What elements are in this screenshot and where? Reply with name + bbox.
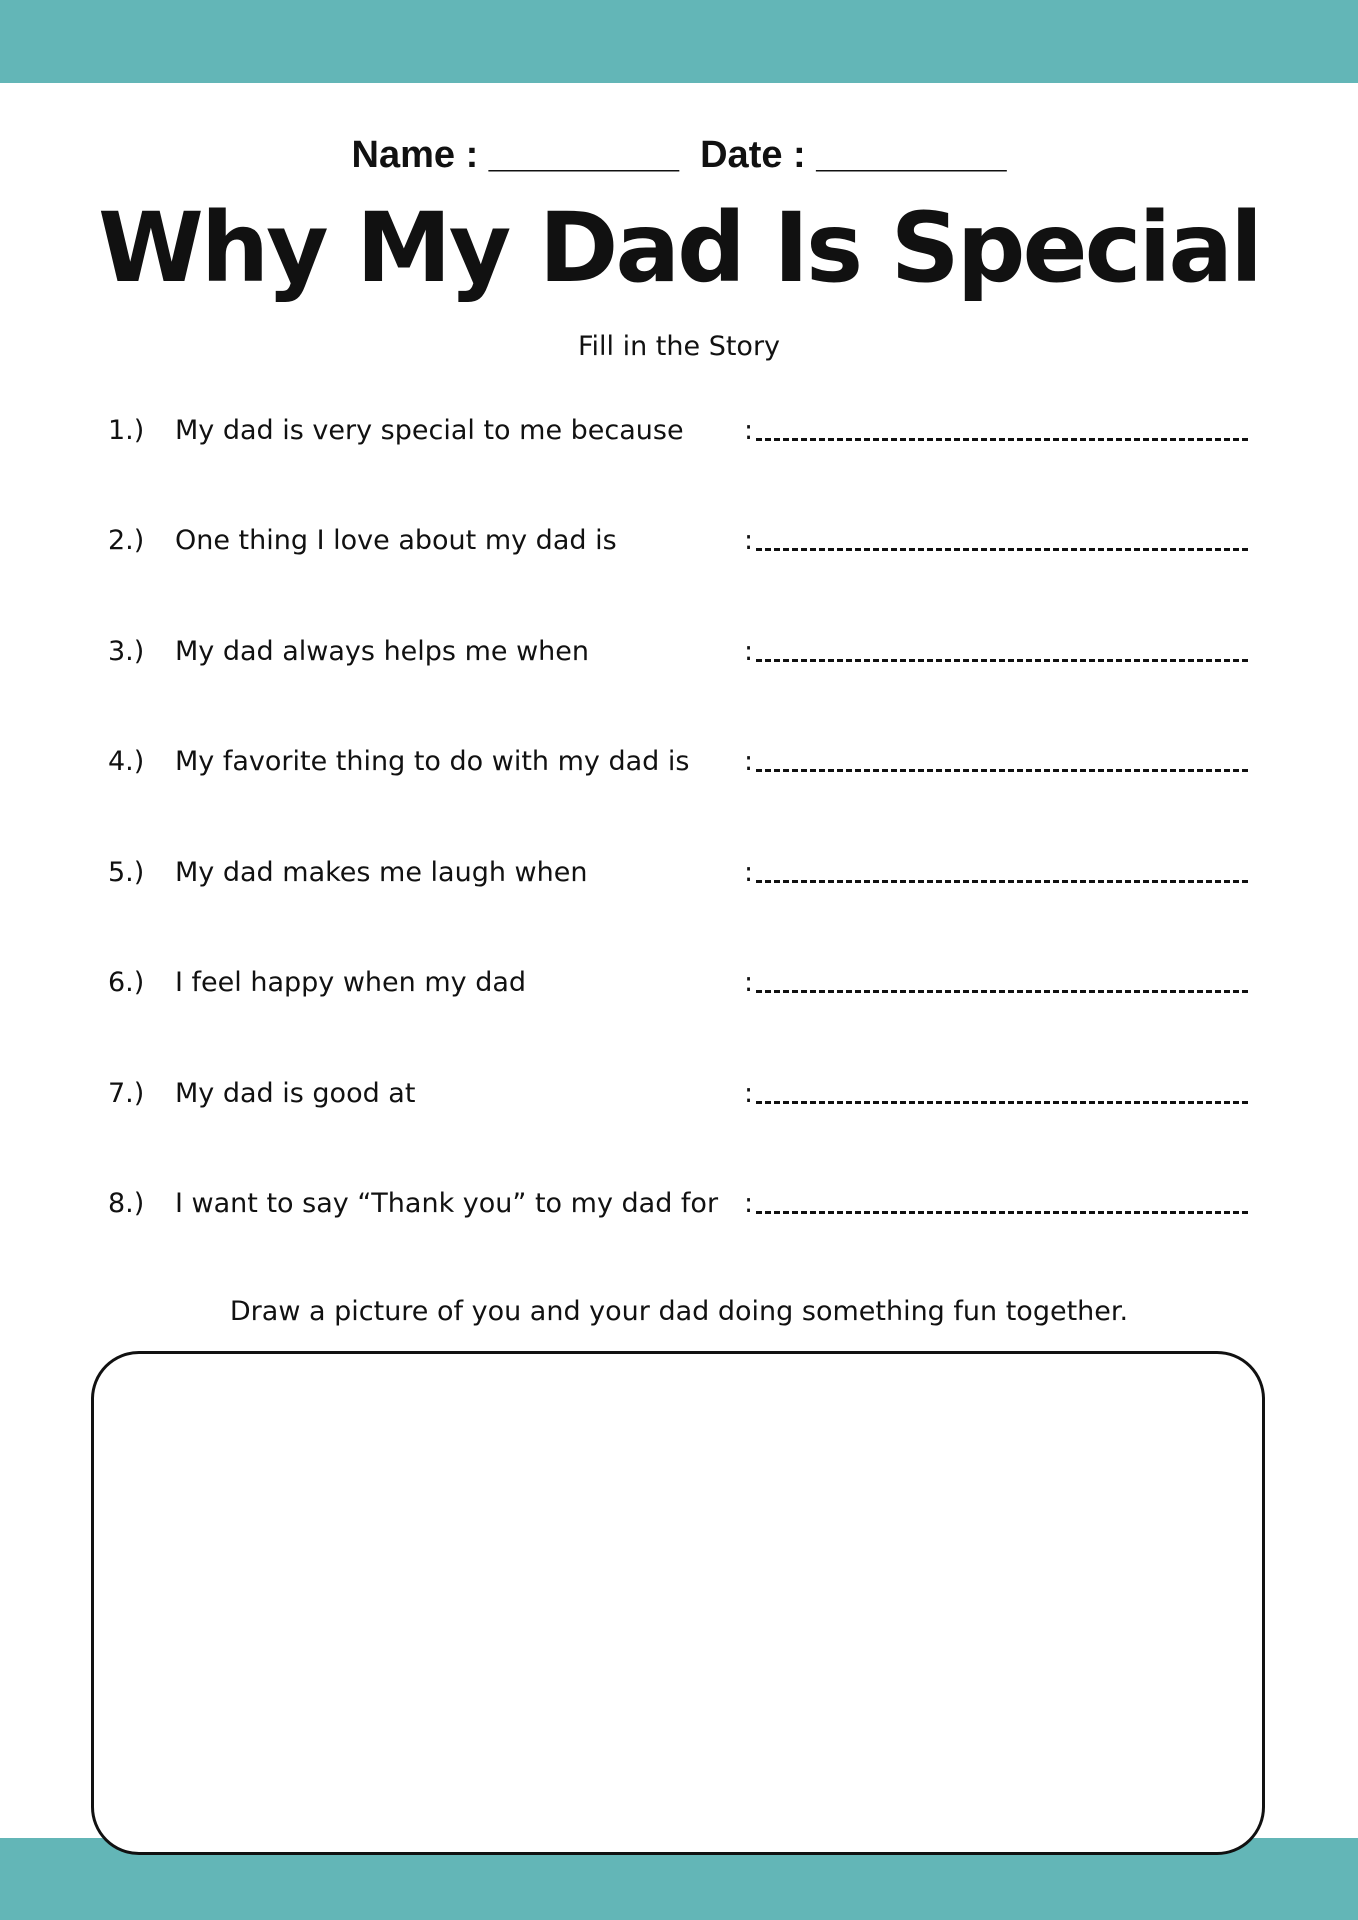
question-colon: : [744, 746, 754, 777]
question-row [0, 738, 1358, 786]
question-prompt: I want to say “Thank you” to my dad for [175, 1188, 719, 1219]
question-row [0, 1070, 1358, 1118]
question-prompt: My dad makes me laugh when [175, 857, 588, 888]
question-row [0, 407, 1358, 455]
question-row [0, 959, 1358, 1007]
question-colon: : [744, 1188, 754, 1219]
question-number: 6.) [108, 967, 145, 998]
question-prompt: I feel happy when my dad [175, 967, 527, 998]
answer-line[interactable] [756, 548, 1248, 551]
question-number: 4.) [108, 746, 145, 777]
question-row [0, 517, 1358, 565]
answer-line[interactable] [756, 438, 1248, 441]
question-row [0, 849, 1358, 897]
question-number: 5.) [108, 857, 145, 888]
drawing-prompt: Draw a picture of you and your dad doing something fun together. [229, 1296, 1129, 1327]
question-prompt: My dad is very special to me because [175, 415, 684, 446]
question-number: 1.) [108, 415, 145, 446]
answer-line[interactable] [756, 990, 1248, 993]
name-date-line: Name : _________ Date : _________ [351, 134, 1007, 176]
question-colon: : [744, 525, 754, 556]
question-prompt: My dad always helps me when [175, 636, 589, 667]
answer-line[interactable] [756, 769, 1248, 772]
question-prompt: My dad is good at [175, 1078, 416, 1109]
question-colon: : [744, 1078, 754, 1109]
question-prompt: One thing I love about my dad is [175, 525, 617, 556]
answer-line[interactable] [756, 1101, 1248, 1104]
question-colon: : [744, 636, 754, 667]
question-colon: : [744, 415, 754, 446]
answer-line[interactable] [756, 880, 1248, 883]
drawing-area[interactable] [91, 1351, 1265, 1855]
question-row [0, 1180, 1358, 1228]
question-colon: : [744, 967, 754, 998]
page-subtitle: Fill in the Story [577, 331, 781, 362]
question-colon: : [744, 857, 754, 888]
answer-line[interactable] [756, 1211, 1248, 1214]
question-number: 3.) [108, 636, 145, 667]
question-row [0, 628, 1358, 676]
question-number: 7.) [108, 1078, 145, 1109]
question-prompt: My favorite thing to do with my dad is [175, 746, 690, 777]
answer-line[interactable] [756, 659, 1248, 662]
question-number: 2.) [108, 525, 145, 556]
page-title: Why My Dad Is Special [97, 192, 1261, 304]
question-number: 8.) [108, 1188, 145, 1219]
